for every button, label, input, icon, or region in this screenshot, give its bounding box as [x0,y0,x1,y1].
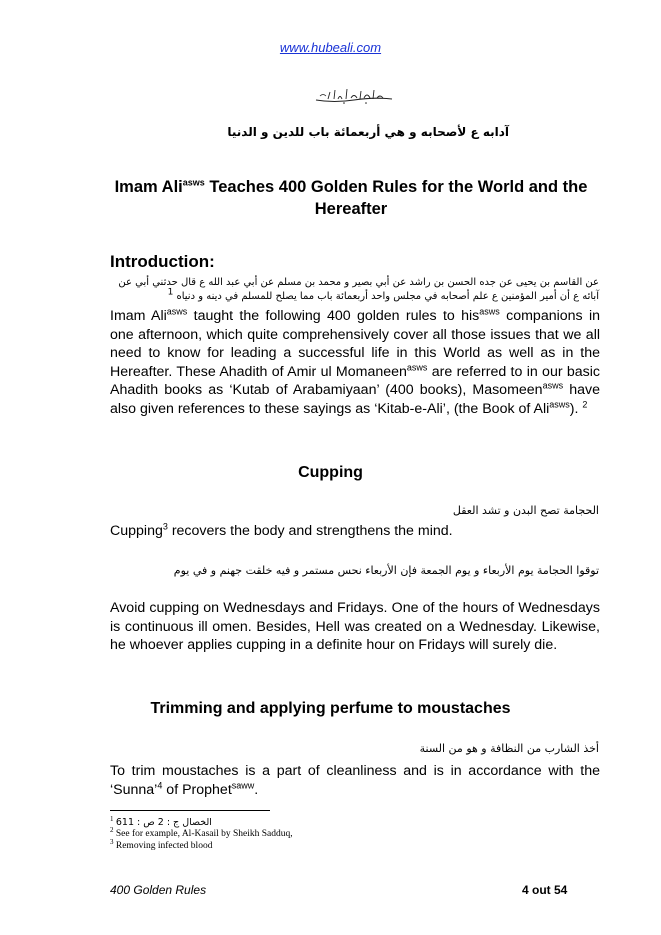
header-url-link[interactable]: www.hubeali.com [279,40,382,55]
footnote-ref-3[interactable]: 3 [162,521,168,532]
footnote-2: $^2$ See for example, Al-Kasail by Sheikh Sadduq, [110,825,293,839]
cupping-sentence: Cupping$^3$ recovers the body and strengthens the mind. [110,521,453,539]
arabic-title: آدابه ع لأصحابه و هي أربعمائة باب للدين و الدنيا [227,125,509,139]
footnote-divider [110,810,270,811]
cupping-paragraph: Avoid cupping on Wednesdays and Fridays. One of the hours of Wednesdays is continuous ill omen. Besides, Hell was created on a Wednesday. Likewise, he whoever applies cupping in a definite hour on Fridays will surely die. [110,600,600,654]
footer-book-title: 400 Golden Rules [110,883,207,897]
trimming-arabic: أخذ الشارب من النظافة و هو من السنة [419,742,599,755]
footnote-3: $^3$ Removing infected blood [110,837,213,851]
footnote-ref-4[interactable]: 4 [157,779,163,790]
cupping-heading: Cupping [298,464,363,481]
footnote-ref-2[interactable]: 2 [582,399,588,410]
intro-paragraph: Imam Ali$^{asws}$ taught the following 400 golden rules to his$^{asws}$ companions in one afternoon, which quite comprehensively cover all those issues that we all need to know for leading a successful life in this World as well as in the Hereafter. These Ahadith of Amir ul Momaneen$^{asws}$ are referred to in our basic Ahadith books as ‘Kutab of Arabamiyaan’ (400 books), Masomeen$^{asws}$ have also given references to these sayings as ‘Kitab-e-Ali’, (the Book of Ali$^{asws}$). $^2$ [110,306,600,417]
basmala-calligraphy-icon [314,84,394,106]
introduction-heading: Introduction: [110,252,215,271]
footer-page-number: 4 out 54 [522,883,568,897]
trimming-heading: Trimming and applying perfume to moustaches [150,700,511,717]
footnote-ref-1[interactable]: 1 [167,287,174,298]
cupping-arabic-1: الحجامة تصح البدن و تشد العقل [452,504,599,517]
cupping-arabic-2: توقوا الحجامة يوم الأربعاء و يوم الجمعة فإن الأربعاء نحس مستمر و فيه خلقت جهنم و في يوم [173,564,599,577]
footnote-1: $^1$ الخصال ج : 2 ص : 611 [110,814,212,828]
intro-arabic-line-1: عن القاسم بن يحيى عن جده الحسن بن راشد عن أبي بصير و محمد بن مسلم عن أبي عبد الله ع قال حدثني أبي عن [118,277,599,288]
page-title: Imam Ali$^{asws}$ Teaches 400 Golden Rules for the World and the Hereafter [114,177,588,218]
trimming-paragraph: To trim moustaches is a part of cleanliness and is in accordance with the ‘Sunna’$^4$ of Prophet$^{saww}$. [110,763,600,798]
intro-arabic-line-2: آبائه ع أن أمير المؤمنين ع علم أصحابه في مجلس واحد أربعمائة باب مما يصلح للمسلم في دينه و دنياه $^1$ [167,287,599,302]
